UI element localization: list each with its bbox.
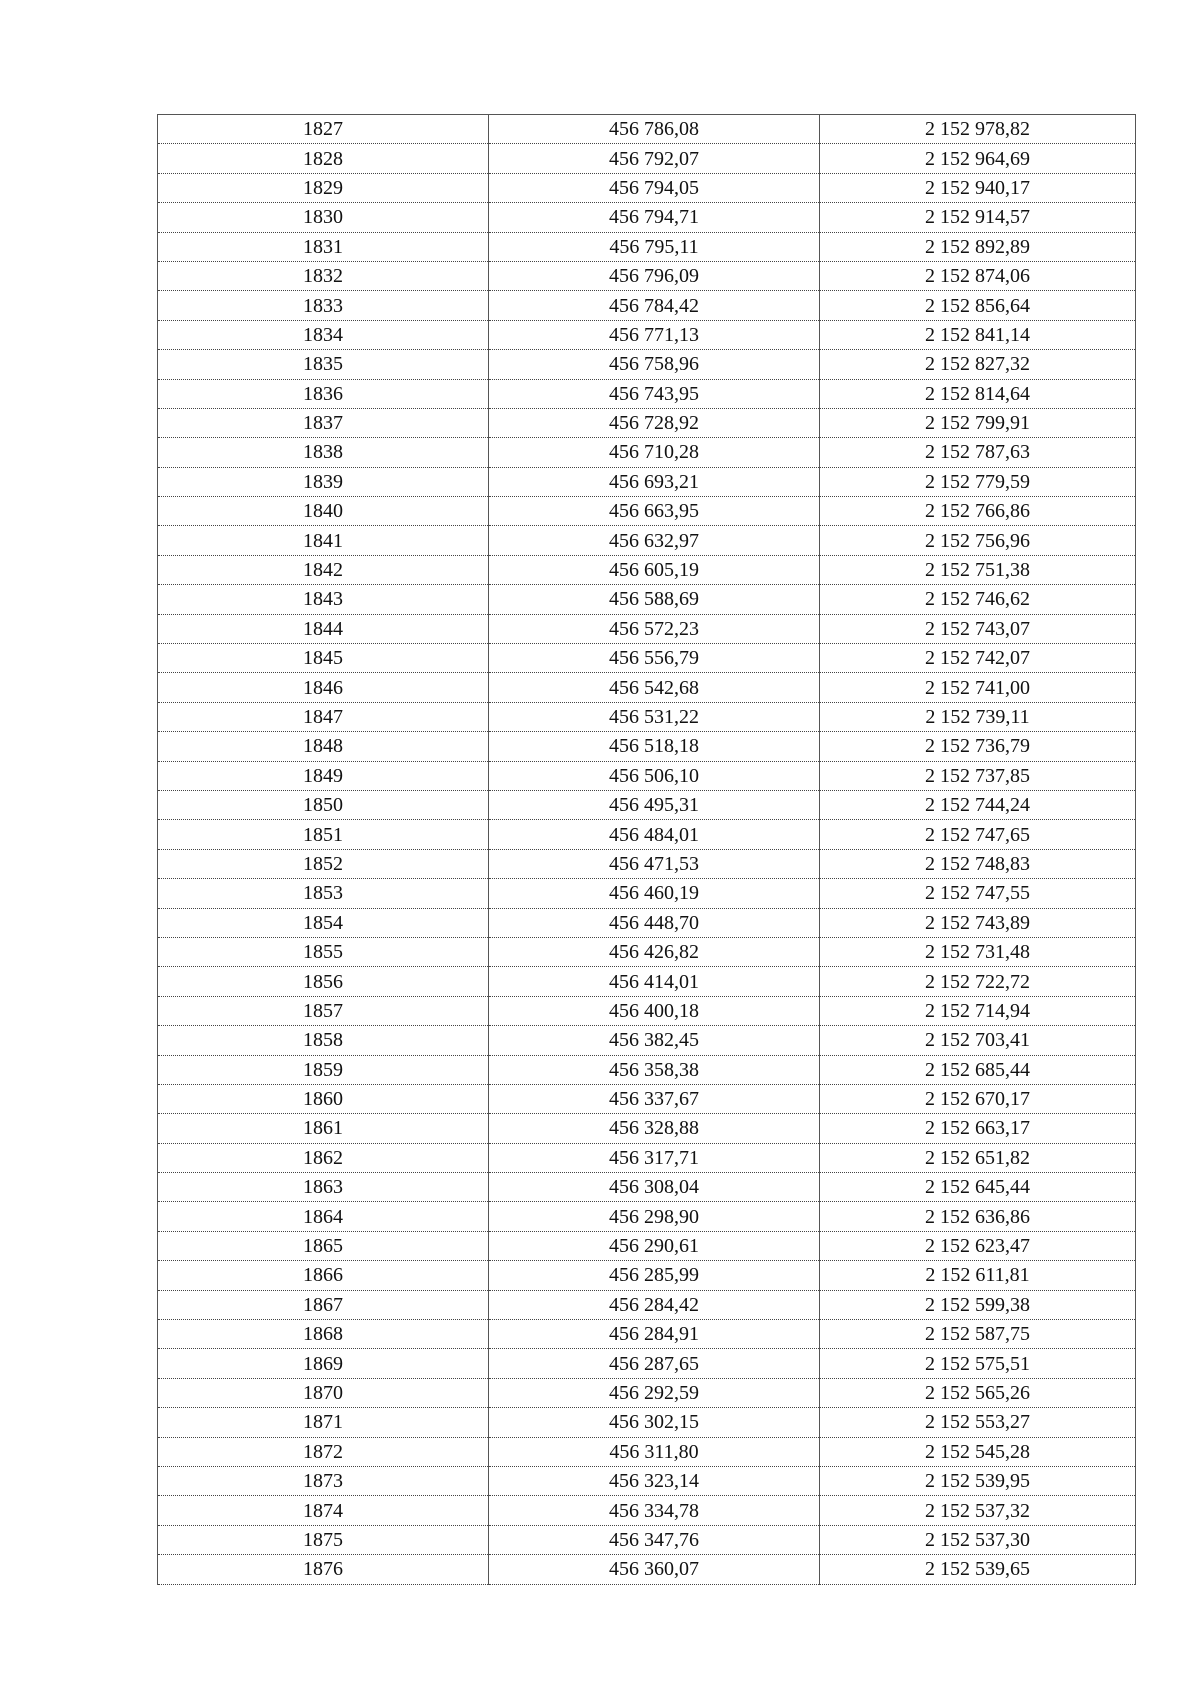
x-coordinate-cell: 456 317,71 <box>489 1143 820 1172</box>
point-number-cell: 1836 <box>158 379 489 408</box>
point-number-cell: 1866 <box>158 1261 489 1290</box>
x-coordinate-cell: 456 531,22 <box>489 702 820 731</box>
table-row <box>158 379 1136 408</box>
x-coordinate-cell: 456 556,79 <box>489 644 820 673</box>
point-number-cell: 1853 <box>158 879 489 908</box>
x-coordinate-cell: 456 360,07 <box>489 1555 820 1584</box>
point-number-cell: 1834 <box>158 320 489 349</box>
y-coordinate-cell: 2 152 685,44 <box>820 1055 1136 1084</box>
y-coordinate-cell: 2 152 799,91 <box>820 408 1136 437</box>
y-coordinate-cell: 2 152 663,17 <box>820 1114 1136 1143</box>
table-row <box>158 144 1136 173</box>
table-row <box>158 1261 1136 1290</box>
table-row <box>158 1114 1136 1143</box>
point-number-cell: 1838 <box>158 438 489 467</box>
x-coordinate-cell: 456 308,04 <box>489 1173 820 1202</box>
point-number-cell: 1839 <box>158 467 489 496</box>
x-coordinate-cell: 456 382,45 <box>489 1026 820 1055</box>
y-coordinate-cell: 2 152 539,95 <box>820 1466 1136 1495</box>
point-number-cell: 1865 <box>158 1231 489 1260</box>
table-row <box>158 350 1136 379</box>
y-coordinate-cell: 2 152 914,57 <box>820 203 1136 232</box>
point-number-cell: 1845 <box>158 644 489 673</box>
table-row <box>158 1349 1136 1378</box>
table-row <box>158 320 1136 349</box>
x-coordinate-cell: 456 328,88 <box>489 1114 820 1143</box>
point-number-cell: 1843 <box>158 585 489 614</box>
point-number-cell: 1867 <box>158 1290 489 1319</box>
table-row <box>158 1555 1136 1584</box>
table-row <box>158 732 1136 761</box>
point-number-cell: 1859 <box>158 1055 489 1084</box>
x-coordinate-cell: 456 471,53 <box>489 849 820 878</box>
point-number-cell: 1868 <box>158 1320 489 1349</box>
point-number-cell: 1850 <box>158 790 489 819</box>
point-number-cell: 1827 <box>158 115 489 144</box>
table-row <box>158 1202 1136 1231</box>
point-number-cell: 1864 <box>158 1202 489 1231</box>
table-row <box>158 879 1136 908</box>
x-coordinate-cell: 456 347,76 <box>489 1525 820 1554</box>
x-coordinate-cell: 456 771,13 <box>489 320 820 349</box>
y-coordinate-cell: 2 152 645,44 <box>820 1173 1136 1202</box>
y-coordinate-cell: 2 152 537,30 <box>820 1525 1136 1554</box>
table-row <box>158 702 1136 731</box>
point-number-cell: 1828 <box>158 144 489 173</box>
table-row <box>158 937 1136 966</box>
x-coordinate-cell: 456 400,18 <box>489 996 820 1025</box>
point-number-cell: 1872 <box>158 1437 489 1466</box>
table-row <box>158 614 1136 643</box>
y-coordinate-cell: 2 152 874,06 <box>820 261 1136 290</box>
table-row <box>158 555 1136 584</box>
x-coordinate-cell: 456 414,01 <box>489 967 820 996</box>
point-number-cell: 1835 <box>158 350 489 379</box>
point-number-cell: 1832 <box>158 261 489 290</box>
point-number-cell: 1860 <box>158 1084 489 1113</box>
x-coordinate-cell: 456 792,07 <box>489 144 820 173</box>
y-coordinate-cell: 2 152 964,69 <box>820 144 1136 173</box>
point-number-cell: 1848 <box>158 732 489 761</box>
x-coordinate-cell: 456 693,21 <box>489 467 820 496</box>
x-coordinate-cell: 456 284,42 <box>489 1290 820 1319</box>
table-row <box>158 790 1136 819</box>
y-coordinate-cell: 2 152 779,59 <box>820 467 1136 496</box>
point-number-cell: 1829 <box>158 173 489 202</box>
point-number-cell: 1856 <box>158 967 489 996</box>
y-coordinate-cell: 2 152 651,82 <box>820 1143 1136 1172</box>
y-coordinate-cell: 2 152 553,27 <box>820 1408 1136 1437</box>
point-number-cell: 1841 <box>158 526 489 555</box>
x-coordinate-cell: 456 358,38 <box>489 1055 820 1084</box>
x-coordinate-cell: 456 323,14 <box>489 1466 820 1495</box>
table-row <box>158 261 1136 290</box>
y-coordinate-cell: 2 152 743,89 <box>820 908 1136 937</box>
x-coordinate-cell: 456 743,95 <box>489 379 820 408</box>
point-number-cell: 1842 <box>158 555 489 584</box>
table-row <box>158 1466 1136 1495</box>
x-coordinate-cell: 456 448,70 <box>489 908 820 937</box>
x-coordinate-cell: 456 588,69 <box>489 585 820 614</box>
x-coordinate-cell: 456 663,95 <box>489 497 820 526</box>
point-number-cell: 1875 <box>158 1525 489 1554</box>
table-row <box>158 1055 1136 1084</box>
y-coordinate-cell: 2 152 537,32 <box>820 1496 1136 1525</box>
y-coordinate-cell: 2 152 741,00 <box>820 673 1136 702</box>
table-row <box>158 644 1136 673</box>
x-coordinate-cell: 456 786,08 <box>489 115 820 144</box>
y-coordinate-cell: 2 152 743,07 <box>820 614 1136 643</box>
table-row <box>158 1408 1136 1437</box>
y-coordinate-cell: 2 152 742,07 <box>820 644 1136 673</box>
point-number-cell: 1844 <box>158 614 489 643</box>
table-row <box>158 820 1136 849</box>
point-number-cell: 1840 <box>158 497 489 526</box>
point-number-cell: 1858 <box>158 1026 489 1055</box>
y-coordinate-cell: 2 152 636,86 <box>820 1202 1136 1231</box>
x-coordinate-cell: 456 484,01 <box>489 820 820 849</box>
x-coordinate-cell: 456 337,67 <box>489 1084 820 1113</box>
x-coordinate-cell: 456 758,96 <box>489 350 820 379</box>
table-row <box>158 1290 1136 1319</box>
x-coordinate-cell: 456 784,42 <box>489 291 820 320</box>
y-coordinate-cell: 2 152 747,55 <box>820 879 1136 908</box>
point-number-cell: 1863 <box>158 1173 489 1202</box>
y-coordinate-cell: 2 152 747,65 <box>820 820 1136 849</box>
y-coordinate-cell: 2 152 611,81 <box>820 1261 1136 1290</box>
y-coordinate-cell: 2 152 766,86 <box>820 497 1136 526</box>
x-coordinate-cell: 456 302,15 <box>489 1408 820 1437</box>
table-row <box>158 849 1136 878</box>
point-number-cell: 1873 <box>158 1466 489 1495</box>
table-row <box>158 467 1136 496</box>
x-coordinate-cell: 456 290,61 <box>489 1231 820 1260</box>
table-row <box>158 673 1136 702</box>
y-coordinate-cell: 2 152 744,24 <box>820 790 1136 819</box>
y-coordinate-cell: 2 152 746,62 <box>820 585 1136 614</box>
point-number-cell: 1855 <box>158 937 489 966</box>
table-row <box>158 1231 1136 1260</box>
x-coordinate-cell: 456 460,19 <box>489 879 820 908</box>
x-coordinate-cell: 456 334,78 <box>489 1496 820 1525</box>
y-coordinate-cell: 2 152 737,85 <box>820 761 1136 790</box>
table-row <box>158 1525 1136 1554</box>
x-coordinate-cell: 456 796,09 <box>489 261 820 290</box>
point-number-cell: 1851 <box>158 820 489 849</box>
x-coordinate-cell: 456 292,59 <box>489 1378 820 1407</box>
y-coordinate-cell: 2 152 565,26 <box>820 1378 1136 1407</box>
point-number-cell: 1862 <box>158 1143 489 1172</box>
point-number-cell: 1831 <box>158 232 489 261</box>
point-number-cell: 1871 <box>158 1408 489 1437</box>
x-coordinate-cell: 456 542,68 <box>489 673 820 702</box>
point-number-cell: 1849 <box>158 761 489 790</box>
table-row <box>158 761 1136 790</box>
table-row <box>158 526 1136 555</box>
table-row <box>158 497 1136 526</box>
table-row <box>158 1173 1136 1202</box>
table-row <box>158 115 1136 144</box>
x-coordinate-cell: 456 795,11 <box>489 232 820 261</box>
x-coordinate-cell: 456 605,19 <box>489 555 820 584</box>
point-number-cell: 1837 <box>158 408 489 437</box>
table-row <box>158 1437 1136 1466</box>
y-coordinate-cell: 2 152 841,14 <box>820 320 1136 349</box>
y-coordinate-cell: 2 152 756,96 <box>820 526 1136 555</box>
x-coordinate-cell: 456 285,99 <box>489 1261 820 1290</box>
y-coordinate-cell: 2 152 599,38 <box>820 1290 1136 1319</box>
x-coordinate-cell: 456 298,90 <box>489 1202 820 1231</box>
y-coordinate-cell: 2 152 751,38 <box>820 555 1136 584</box>
x-coordinate-cell: 456 426,82 <box>489 937 820 966</box>
table-row <box>158 1378 1136 1407</box>
y-coordinate-cell: 2 152 623,47 <box>820 1231 1136 1260</box>
point-number-cell: 1869 <box>158 1349 489 1378</box>
coordinates-table-body <box>158 115 1136 1585</box>
y-coordinate-cell: 2 152 575,51 <box>820 1349 1136 1378</box>
table-row <box>158 1143 1136 1172</box>
point-number-cell: 1830 <box>158 203 489 232</box>
x-coordinate-cell: 456 728,92 <box>489 408 820 437</box>
y-coordinate-cell: 2 152 940,17 <box>820 173 1136 202</box>
table-row <box>158 408 1136 437</box>
table-row <box>158 438 1136 467</box>
x-coordinate-cell: 456 287,65 <box>489 1349 820 1378</box>
x-coordinate-cell: 456 284,91 <box>489 1320 820 1349</box>
table-row <box>158 1084 1136 1113</box>
table-row <box>158 967 1136 996</box>
x-coordinate-cell: 456 518,18 <box>489 732 820 761</box>
y-coordinate-cell: 2 152 736,79 <box>820 732 1136 761</box>
x-coordinate-cell: 456 794,71 <box>489 203 820 232</box>
table-row <box>158 908 1136 937</box>
y-coordinate-cell: 2 152 722,72 <box>820 967 1136 996</box>
table-row <box>158 996 1136 1025</box>
point-number-cell: 1861 <box>158 1114 489 1143</box>
table-row <box>158 585 1136 614</box>
x-coordinate-cell: 456 794,05 <box>489 173 820 202</box>
x-coordinate-cell: 456 572,23 <box>489 614 820 643</box>
y-coordinate-cell: 2 152 703,41 <box>820 1026 1136 1055</box>
y-coordinate-cell: 2 152 731,48 <box>820 937 1136 966</box>
x-coordinate-cell: 456 495,31 <box>489 790 820 819</box>
y-coordinate-cell: 2 152 856,64 <box>820 291 1136 320</box>
y-coordinate-cell: 2 152 978,82 <box>820 115 1136 144</box>
x-coordinate-cell: 456 632,97 <box>489 526 820 555</box>
y-coordinate-cell: 2 152 539,65 <box>820 1555 1136 1584</box>
y-coordinate-cell: 2 152 814,64 <box>820 379 1136 408</box>
y-coordinate-cell: 2 152 748,83 <box>820 849 1136 878</box>
point-number-cell: 1846 <box>158 673 489 702</box>
point-number-cell: 1874 <box>158 1496 489 1525</box>
y-coordinate-cell: 2 152 587,75 <box>820 1320 1136 1349</box>
y-coordinate-cell: 2 152 787,63 <box>820 438 1136 467</box>
table-row <box>158 1026 1136 1055</box>
point-number-cell: 1870 <box>158 1378 489 1407</box>
table-row <box>158 291 1136 320</box>
y-coordinate-cell: 2 152 827,32 <box>820 350 1136 379</box>
point-number-cell: 1833 <box>158 291 489 320</box>
coordinates-table <box>157 114 1136 1585</box>
point-number-cell: 1876 <box>158 1555 489 1584</box>
x-coordinate-cell: 456 311,80 <box>489 1437 820 1466</box>
y-coordinate-cell: 2 152 545,28 <box>820 1437 1136 1466</box>
x-coordinate-cell: 456 506,10 <box>489 761 820 790</box>
table-row <box>158 232 1136 261</box>
table-row <box>158 173 1136 202</box>
table-row <box>158 1320 1136 1349</box>
point-number-cell: 1854 <box>158 908 489 937</box>
table-row <box>158 203 1136 232</box>
point-number-cell: 1847 <box>158 702 489 731</box>
y-coordinate-cell: 2 152 670,17 <box>820 1084 1136 1113</box>
point-number-cell: 1857 <box>158 996 489 1025</box>
table-row <box>158 1496 1136 1525</box>
point-number-cell: 1852 <box>158 849 489 878</box>
x-coordinate-cell: 456 710,28 <box>489 438 820 467</box>
y-coordinate-cell: 2 152 714,94 <box>820 996 1136 1025</box>
y-coordinate-cell: 2 152 739,11 <box>820 702 1136 731</box>
y-coordinate-cell: 2 152 892,89 <box>820 232 1136 261</box>
